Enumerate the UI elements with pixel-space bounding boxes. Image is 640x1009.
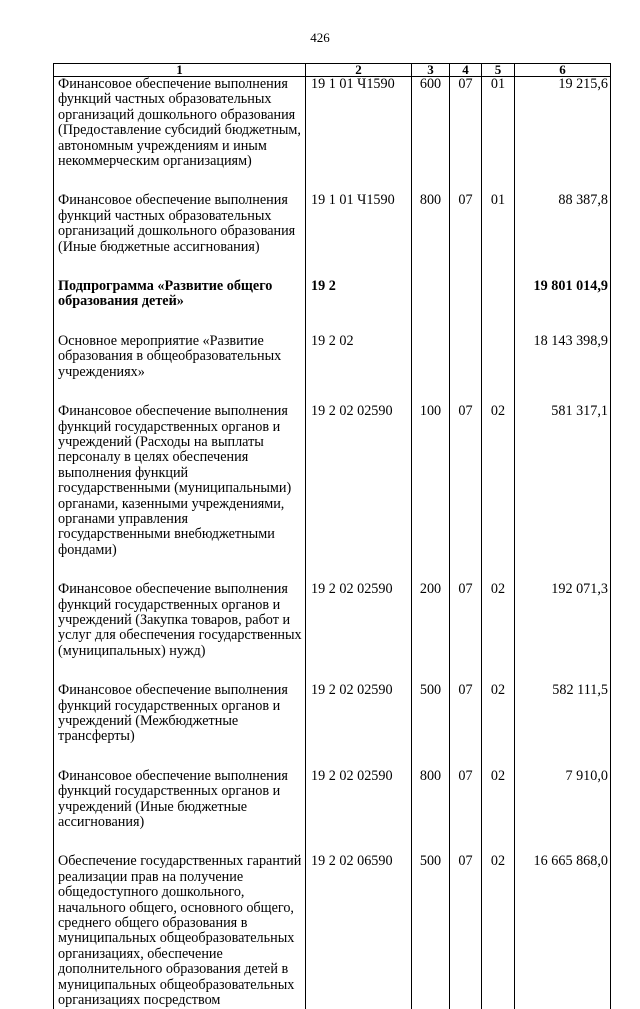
row-pr: 01 [482, 77, 515, 194]
header-col-6: 6 [515, 64, 611, 77]
row-amount: 19 215,6 [515, 77, 611, 194]
budget-table [53, 63, 611, 1009]
table-row [54, 769, 611, 855]
table-row [54, 582, 611, 683]
row-rz: 07 [450, 854, 482, 1008]
row-pr: 01 [482, 193, 515, 279]
table-row [54, 77, 611, 194]
table-row [54, 334, 611, 404]
row-name: Финансовое обеспечение выполнения функций государственных органов и учреждений (Расходы на выплаты персоналу в целях обеспечения выполнения функций государственными (муниципальными) органами, казенными учреждениями, органами управления государственными внебюджетными фондами) [54, 404, 306, 582]
row-vr: 800 [412, 193, 450, 279]
header-col-1: 1 [54, 64, 306, 77]
row-code: 19 1 01 Ч1590 [306, 77, 412, 194]
table-row [54, 683, 611, 769]
table-row [54, 404, 611, 582]
row-vr: 100 [412, 404, 450, 582]
page-number: 426 [310, 30, 330, 45]
row-name: Основное мероприятие «Развитие образования в общеобразовательных учреждениях» [54, 334, 306, 404]
row-amount: 19 801 014,9 [515, 279, 611, 334]
row-pr [482, 334, 515, 404]
row-name: Финансовое обеспечение выполнения функций государственных органов и учреждений (Закупка товаров, работ и услуг для обеспечения государственных (муниципальных) нужд) [54, 582, 306, 683]
row-rz [450, 279, 482, 334]
row-rz [450, 334, 482, 404]
row-amount: 192 071,3 [515, 582, 611, 683]
row-rz: 07 [450, 404, 482, 582]
header-col-4: 4 [450, 64, 482, 77]
row-name: Подпрограмма «Развитие общего образования детей» [54, 279, 306, 334]
row-amount: 7 910,0 [515, 769, 611, 855]
row-code: 19 2 02 02590 [306, 769, 412, 855]
row-name: Финансовое обеспечение выполнения функций частных образовательных организаций дошкольного образования (Иные бюджетные ассигнования) [54, 193, 306, 279]
row-vr: 600 [412, 77, 450, 194]
row-name: Финансовое обеспечение выполнения функций государственных органов и учреждений (Межбюджетные трансферты) [54, 683, 306, 769]
row-amount: 581 317,1 [515, 404, 611, 582]
table-row-subprogram [54, 279, 611, 334]
row-vr: 200 [412, 582, 450, 683]
row-code: 19 2 02 02590 [306, 683, 412, 769]
row-rz: 07 [450, 582, 482, 683]
row-rz: 07 [450, 683, 482, 769]
row-vr: 500 [412, 854, 450, 1008]
row-code: 19 1 01 Ч1590 [306, 193, 412, 279]
table-row [54, 854, 611, 1008]
row-vr [412, 334, 450, 404]
table-row [54, 193, 611, 279]
row-rz: 07 [450, 769, 482, 855]
row-amount: 18 143 398,9 [515, 334, 611, 404]
row-vr: 800 [412, 769, 450, 855]
row-pr: 02 [482, 404, 515, 582]
row-code: 19 2 02 [306, 334, 412, 404]
row-pr [482, 279, 515, 334]
row-amount: 88 387,8 [515, 193, 611, 279]
row-rz: 07 [450, 77, 482, 194]
table-header [54, 64, 611, 77]
row-name: Обеспечение государственных гарантий реализации прав на получение общедоступного дошкольного, начального общего, основного общего, среднего общего образования в муниципальных общеобразовательных организациях, обеспечение дополнительного образования детей в муниципальных общеобразовательных организациях посредством [54, 854, 306, 1008]
row-pr: 02 [482, 854, 515, 1008]
row-name: Финансовое обеспечение выполнения функций частных образовательных организаций дошкольного образования (Предоставление субсидий бюджетным, автономным учреждениям и иным некоммерческим организациям) [54, 77, 306, 194]
row-pr: 02 [482, 683, 515, 769]
row-code: 19 2 02 06590 [306, 854, 412, 1008]
row-amount: 582 111,5 [515, 683, 611, 769]
row-name: Финансовое обеспечение выполнения функций государственных органов и учреждений (Иные бюджетные ассигнования) [54, 769, 306, 855]
row-code: 19 2 02 02590 [306, 404, 412, 582]
table-body [54, 77, 611, 1009]
row-rz: 07 [450, 193, 482, 279]
row-pr: 02 [482, 582, 515, 683]
header-col-5: 5 [482, 64, 515, 77]
row-code: 19 2 [306, 279, 412, 334]
row-code: 19 2 02 02590 [306, 582, 412, 683]
row-vr [412, 279, 450, 334]
row-amount: 16 665 868,0 [515, 854, 611, 1008]
row-vr: 500 [412, 683, 450, 769]
row-pr: 02 [482, 769, 515, 855]
header-col-2: 2 [306, 64, 412, 77]
header-col-3: 3 [412, 64, 450, 77]
header-row [54, 64, 611, 77]
